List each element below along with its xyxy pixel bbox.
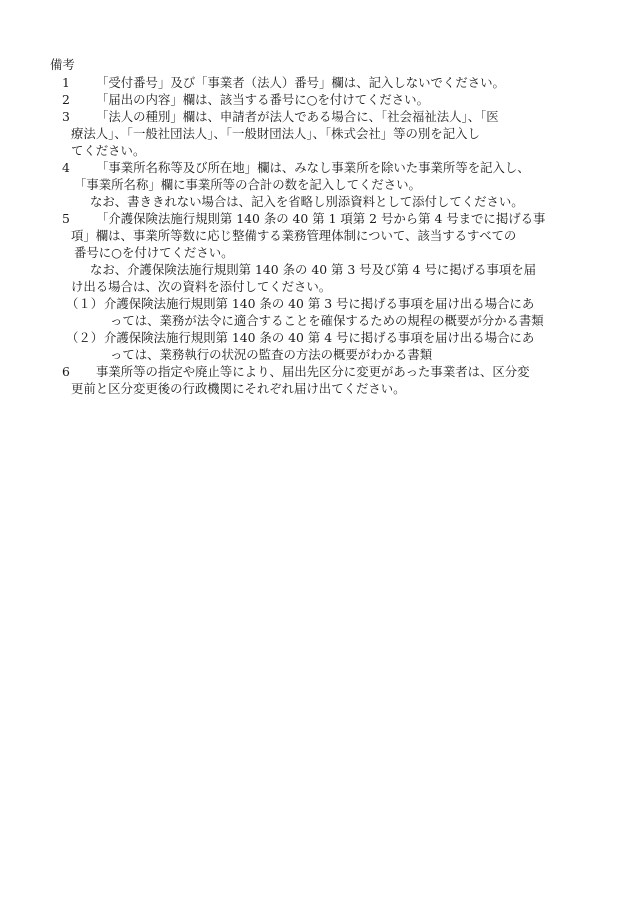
note-line: 療法人」、「一般社団法人」、「一般財団法人」、「株式会社」等の別を記入し [71, 126, 480, 141]
note-line: 事業所等の指定や廃止等により、届出先区分に変更があった事業者は、区分変 [96, 364, 530, 379]
note-line: 「法人の種別」欄は、申請者が法人である場合に、「社会福祉法人」、「医 [96, 109, 499, 124]
notes-heading: 備考 [50, 57, 75, 72]
note-number: 4 [62, 160, 70, 175]
note-line: なお、書ききれない場合は、記入を省略し別添資料として添付してください。 [90, 194, 524, 209]
subitem-label: （２） [66, 330, 104, 345]
note-item-4 [62, 159, 580, 210]
note-line: け出る場合は、次の資料を添付してください。 [71, 279, 332, 294]
note-item-6 [62, 363, 580, 397]
note-line: 「届出の内容」欄は、該当する番号に○を付けてください。 [96, 92, 429, 107]
note-line: 項」欄は、事業所等数に応じ整備する業務管理体制について、該当するすべての [71, 228, 517, 243]
note-item-5 [62, 210, 580, 295]
note-line: 「事業所名称」欄に事業所等の合計の数を記入してください。 [74, 177, 421, 192]
note-item-1 [62, 74, 580, 91]
note-item-2 [62, 91, 580, 108]
note-line: 「介護保険法施行規則第 140 条の 40 第 1 項第 2 号から第 4 号までに掲げる事 [96, 211, 546, 226]
subitem-label: （１） [66, 296, 104, 311]
note-subitem-1 [66, 295, 580, 329]
note-line: 更前と区分変更後の行政機関にそれぞれ届け出てください。 [71, 381, 406, 396]
note-line: なお、介護保険法施行規則第 140 条の 40 第 3 号及び第 4 号に掲げる事項を届 [90, 262, 537, 277]
note-subitem-2 [66, 329, 580, 363]
note-number: 2 [62, 92, 70, 107]
note-line: っては、業務執行の状況の監査の方法の概要がわかる書類 [110, 347, 433, 362]
note-line: てください。 [71, 143, 146, 158]
note-number: 1 [62, 75, 70, 90]
note-line: 介護保険法施行規則第 140 条の 40 第 4 号に掲げる事項を届け出る場合にあ [104, 330, 535, 345]
note-number: 3 [62, 109, 70, 124]
note-number: 6 [62, 364, 70, 379]
note-line: 「事業所名称等及び所在地」欄は、みなし事業所を除いた事業所等を記入し、 [96, 160, 530, 175]
note-line: っては、業務が法令に適合することを確保するための規程の概要が分かる書類 [110, 313, 544, 328]
note-line: 「受付番号」及び「事業者（法人）番号」欄は、記入しないでください。 [96, 75, 505, 90]
note-line: 介護保険法施行規則第 140 条の 40 第 3 号に掲げる事項を届け出る場合にあ [104, 296, 535, 311]
note-line: 番号に○を付けてください。 [74, 245, 234, 260]
note-item-3 [62, 108, 580, 159]
note-number: 5 [62, 211, 70, 226]
